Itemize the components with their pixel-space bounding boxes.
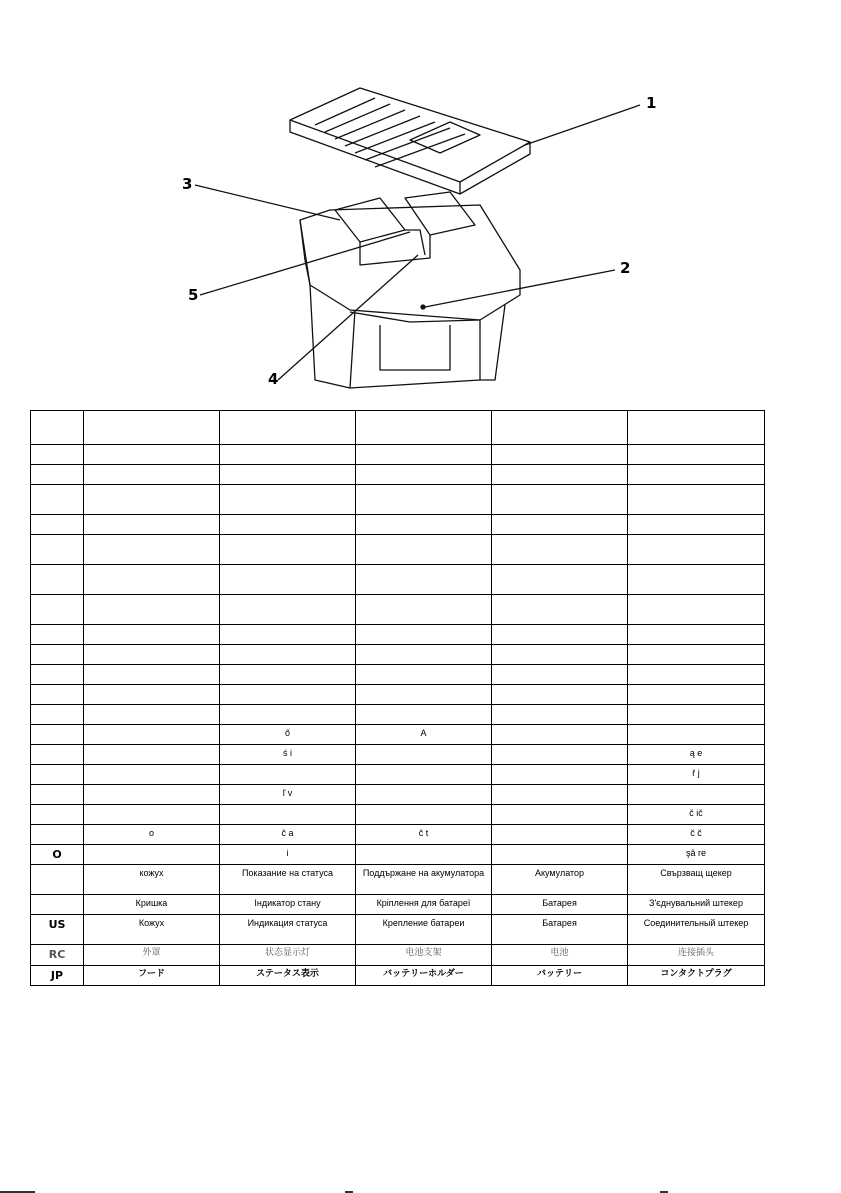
part-3-cell	[356, 665, 492, 685]
callout-4: 4	[268, 370, 279, 388]
part-5-cell: コンタクトプラグ	[628, 965, 765, 985]
part-3-cell: バッテリーホルダー	[356, 965, 492, 985]
part-4-cell: Батарея	[492, 895, 628, 915]
part-2-cell	[220, 565, 356, 595]
part-4-cell	[492, 645, 628, 665]
part-2-cell	[220, 445, 356, 465]
header-cell	[220, 411, 356, 445]
part-2-cell: Індикатор стану	[220, 895, 356, 915]
part-3-cell	[356, 685, 492, 705]
part-5-cell	[628, 535, 765, 565]
part-5-cell: şâ re	[628, 845, 765, 865]
part-3-cell: Поддържане на акумулатора	[356, 865, 492, 895]
header-cell	[84, 411, 220, 445]
table-row	[31, 805, 765, 825]
part-5-cell: č ič	[628, 805, 765, 825]
part-3-cell	[356, 445, 492, 465]
part-4-cell	[492, 565, 628, 595]
part-5-cell: č č	[628, 825, 765, 845]
part-1-cell: 外罩	[84, 945, 220, 965]
part-3-cell: č t	[356, 825, 492, 845]
part-1-cell	[84, 645, 220, 665]
part-4-cell: Акумулатор	[492, 865, 628, 895]
part-5-cell	[628, 785, 765, 805]
table-row	[31, 945, 765, 965]
part-4-cell	[492, 485, 628, 515]
language-code	[31, 565, 84, 595]
part-2-cell: č a	[220, 825, 356, 845]
part-5-cell	[628, 565, 765, 595]
part-1-cell	[84, 705, 220, 725]
part-4-cell: バッテリー	[492, 965, 628, 985]
table-row	[31, 915, 765, 945]
part-4-cell	[492, 725, 628, 745]
part-1-cell	[84, 665, 220, 685]
part-5-cell	[628, 465, 765, 485]
part-3-cell	[356, 805, 492, 825]
part-4-cell	[492, 515, 628, 535]
part-1-cell	[84, 725, 220, 745]
part-2-cell: 状态显示灯	[220, 945, 356, 965]
part-4-cell	[492, 805, 628, 825]
part-3-cell	[356, 535, 492, 565]
part-5-cell	[628, 725, 765, 745]
part-5-cell: ř j	[628, 765, 765, 785]
table-row	[31, 895, 765, 915]
language-code: JP	[31, 965, 84, 985]
part-3-cell	[356, 625, 492, 645]
table-row	[31, 665, 765, 685]
part-2-cell	[220, 535, 356, 565]
part-1-cell	[84, 685, 220, 705]
part-5-cell	[628, 665, 765, 685]
part-5-cell: Свързващ щекер	[628, 865, 765, 895]
part-5-cell	[628, 445, 765, 465]
part-2-cell: ś i	[220, 745, 356, 765]
part-2-cell: i	[220, 845, 356, 865]
language-code	[31, 485, 84, 515]
language-code	[31, 535, 84, 565]
part-3-cell	[356, 515, 492, 535]
part-3-cell	[356, 485, 492, 515]
part-5-cell	[628, 625, 765, 645]
language-code	[31, 665, 84, 685]
language-code	[31, 785, 84, 805]
part-5-cell	[628, 595, 765, 625]
part-1-cell	[84, 485, 220, 515]
header-cell	[31, 411, 84, 445]
part-2-cell	[220, 515, 356, 535]
part-4-cell	[492, 625, 628, 645]
part-5-cell	[628, 645, 765, 665]
language-code	[31, 725, 84, 745]
part-1-cell: フード	[84, 965, 220, 985]
part-3-cell: Кріплення для батареї	[356, 895, 492, 915]
part-2-cell	[220, 665, 356, 685]
part-1-cell: кожух	[84, 865, 220, 895]
language-code	[31, 595, 84, 625]
part-4-cell	[492, 595, 628, 625]
part-3-cell	[356, 765, 492, 785]
part-5-cell	[628, 705, 765, 725]
part-5-cell: З'єднувальний штекер	[628, 895, 765, 915]
part-4-cell	[492, 845, 628, 865]
part-1-cell	[84, 745, 220, 765]
table-row	[31, 625, 765, 645]
part-2-cell	[220, 485, 356, 515]
table-row	[31, 765, 765, 785]
part-3-cell	[356, 845, 492, 865]
part-5-cell	[628, 685, 765, 705]
language-code	[31, 895, 84, 915]
part-3-cell	[356, 745, 492, 765]
header-cell	[356, 411, 492, 445]
language-code	[31, 825, 84, 845]
part-5-cell: 连接插头	[628, 945, 765, 965]
part-2-cell	[220, 595, 356, 625]
battery-box-illustration	[150, 80, 690, 400]
table-row	[31, 445, 765, 465]
part-5-cell: ą e	[628, 745, 765, 765]
table-row	[31, 825, 765, 845]
part-2-cell	[220, 805, 356, 825]
part-1-cell	[84, 565, 220, 595]
part-2-cell: Показание на статуса	[220, 865, 356, 895]
part-2-cell: Индикация статуса	[220, 915, 356, 945]
callout-5: 5	[188, 286, 199, 304]
part-5-cell	[628, 485, 765, 515]
part-4-cell	[492, 785, 628, 805]
part-5-cell	[628, 515, 765, 535]
part-2-cell	[220, 625, 356, 645]
table-row	[31, 785, 765, 805]
table-row	[31, 565, 765, 595]
part-3-cell	[356, 595, 492, 625]
part-1-cell: Кришка	[84, 895, 220, 915]
part-2-cell	[220, 765, 356, 785]
part-3-cell	[356, 705, 492, 725]
part-2-cell: ステータス表示	[220, 965, 356, 985]
part-4-cell	[492, 665, 628, 685]
table-header-row	[31, 411, 765, 445]
part-2-cell	[220, 645, 356, 665]
table-row	[31, 535, 765, 565]
part-2-cell: ő	[220, 725, 356, 745]
language-code	[31, 645, 84, 665]
part-3-cell	[356, 785, 492, 805]
header-cell	[628, 411, 765, 445]
language-code: RC	[31, 945, 84, 965]
language-code	[31, 625, 84, 645]
language-code	[31, 865, 84, 895]
part-1-cell	[84, 845, 220, 865]
header-cell	[492, 411, 628, 445]
part-1-cell	[84, 805, 220, 825]
language-code	[31, 765, 84, 785]
language-code	[31, 465, 84, 485]
part-4-cell: Батарея	[492, 915, 628, 945]
table-row	[31, 865, 765, 895]
part-2-cell	[220, 705, 356, 725]
part-4-cell	[492, 445, 628, 465]
callout-1: 1	[646, 94, 657, 112]
part-4-cell	[492, 465, 628, 485]
table-row	[31, 595, 765, 625]
part-3-cell: 电池支架	[356, 945, 492, 965]
table-row	[31, 485, 765, 515]
language-code	[31, 705, 84, 725]
table-row	[31, 745, 765, 765]
part-2-cell	[220, 465, 356, 485]
part-1-cell: o	[84, 825, 220, 845]
table-row	[31, 965, 765, 985]
callout-3: 3	[182, 175, 193, 193]
part-1-cell	[84, 445, 220, 465]
part-3-cell	[356, 465, 492, 485]
part-1-cell	[84, 765, 220, 785]
part-4-cell	[492, 745, 628, 765]
part-3-cell	[356, 645, 492, 665]
language-code: US	[31, 915, 84, 945]
language-code	[31, 685, 84, 705]
callout-2: 2	[620, 259, 631, 277]
table-row	[31, 465, 765, 485]
table-row	[31, 685, 765, 705]
table-row	[31, 645, 765, 665]
part-3-cell: Крепление батареи	[356, 915, 492, 945]
part-5-cell: Соединительный штекер	[628, 915, 765, 945]
part-3-cell	[356, 565, 492, 595]
language-code	[31, 445, 84, 465]
language-code: O	[31, 845, 84, 865]
part-2-cell	[220, 685, 356, 705]
part-4-cell	[492, 825, 628, 845]
table-row	[31, 845, 765, 865]
part-1-cell	[84, 465, 220, 485]
part-4-cell: 电池	[492, 945, 628, 965]
part-2-cell: ľ v	[220, 785, 356, 805]
part-4-cell	[492, 705, 628, 725]
table-row	[31, 725, 765, 745]
part-1-cell	[84, 535, 220, 565]
part-4-cell	[492, 685, 628, 705]
part-1-cell	[84, 595, 220, 625]
part-1-cell: Кожух	[84, 915, 220, 945]
language-code	[31, 745, 84, 765]
part-4-cell	[492, 765, 628, 785]
table-row	[31, 705, 765, 725]
part-4-cell	[492, 535, 628, 565]
parts-legend-table	[30, 410, 765, 986]
table-row	[31, 515, 765, 535]
part-1-cell	[84, 625, 220, 645]
part-3-cell: A	[356, 725, 492, 745]
part-1-cell	[84, 515, 220, 535]
part-1-cell	[84, 785, 220, 805]
language-code	[31, 805, 84, 825]
language-code	[31, 515, 84, 535]
